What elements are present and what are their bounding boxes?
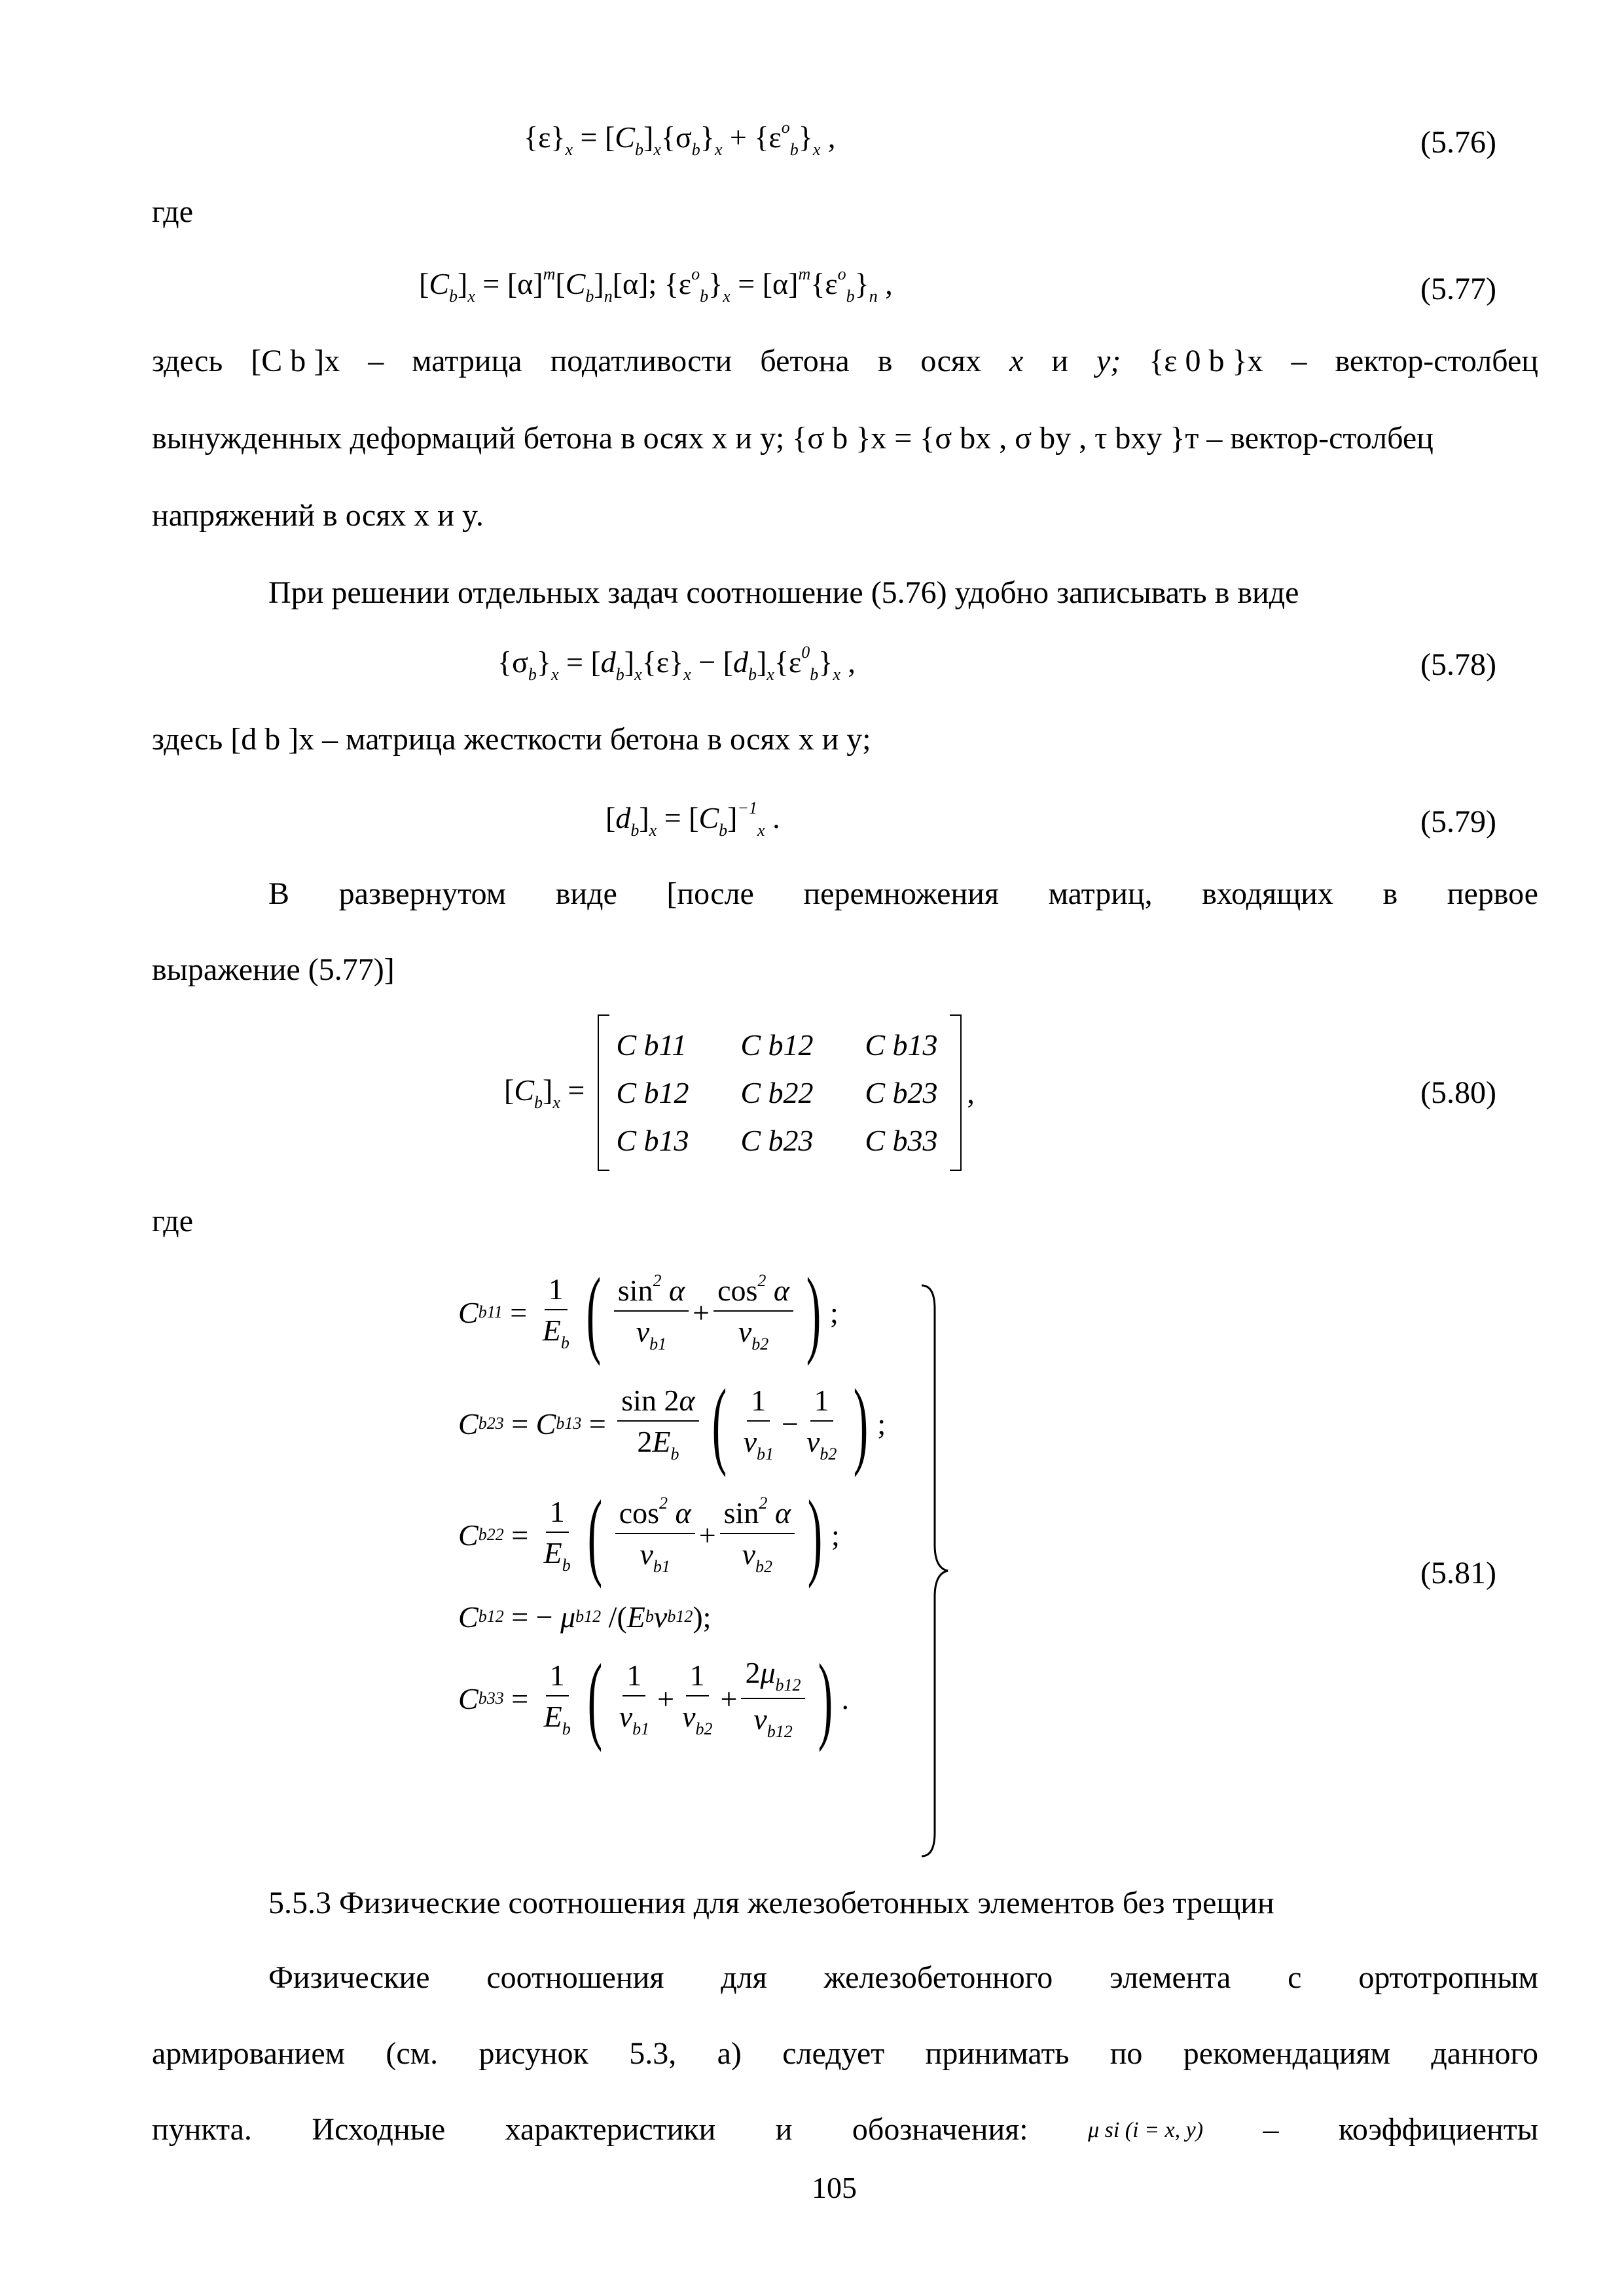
equation-5-80: $[C_b]_x$ = C b11 C b12 C b13 C b12 C b22 C b23 C b13 C b23 C b33 , <box>504 1014 975 1171</box>
matrix-cb: C b11 C b12 C b13 C b12 C b22 C b23 C b13 C b23 C b33 <box>598 1014 962 1171</box>
paragraph-line: выражение (5.77)] <box>152 952 395 987</box>
formula-cb23: C b23 = C b13 = $\frac{\sin 2\alpha}{2E_b}$ ( $\frac{1}{\nu_{b1}}$ − $\frac{1}{\nu_{b2}}$ ) ; <box>458 1369 886 1478</box>
paragraph-line: пункта. Исходные характеристики и обозначения: μ si (i = x, y) – коэффициенты <box>152 2112 1538 2147</box>
paragraph-line: здесь [C b ]x – матрица податливости бетона в осях x и y; {ε 0 b }x – вектор-столбец <box>152 344 1538 378</box>
eq-number-5-77: (5.77) <box>1420 272 1496 306</box>
equation-5-81 <box>458 1258 943 1753</box>
paragraph-line: напряжений в осях x и y. <box>152 498 484 533</box>
eq-number-5-81: (5.81) <box>1420 1556 1496 1590</box>
right-brace <box>916 1283 956 1859</box>
page-number: 105 <box>812 2171 857 2204</box>
paragraph-line: армированием (см. рисунок 5.3, а) следует принимать по рекомендациям данного <box>152 2036 1538 2071</box>
formula-cb11: C b11 = $\frac{1}{E_b}$ ( $\frac{\sin^2 \alpha}{\nu_{b1}}$ + $\frac{\cos^2 \alpha}{\nu_{b2}}$ ) ; <box>458 1258 839 1367</box>
formula-cb22: C b22 = $\frac{1}{E_b}$ ( $\frac{\cos^2 \alpha}{\nu_{b1}}$ + $\frac{\sin^2 \alpha}{\nu_{b2}}$ ) ; <box>458 1480 840 1589</box>
equation-5-76: $\{\varepsilon\}_x = [C_b]_x\{\sigma_b\}_x + \{\varepsilon^o_b\}_x$ , <box>524 118 836 159</box>
paragraph-line: вынужденных деформаций бетона в осях x и y; {σ b }x = {σ bx , σ by , τ bxy }т – вектор-столбец <box>152 421 1434 456</box>
eq-number-5-79: (5.79) <box>1420 804 1496 839</box>
paragraph-line: здесь [d b ]x – матрица жесткости бетона в осях x и y; <box>152 722 871 757</box>
paragraph-line: В развернутом виде [после перемножения матриц, входящих в первое <box>268 876 1538 911</box>
equation-5-77: $[C_b]_x = [\alpha]^m[C_b]_n[\alpha]$; $\{\varepsilon^o_b\}_x = [\alpha]^m\{\varepsilon^o_b\}_n$ , <box>419 264 893 306</box>
word-gde: где <box>152 1204 194 1238</box>
equation-5-78: $\{\sigma_b\}_x = [d_b]_x\{\varepsilon\}_x - [d_b]_x\{\varepsilon^0_b\}_x$ , <box>497 643 856 684</box>
eq-number-5-76: (5.76) <box>1420 125 1496 160</box>
eq-number-5-78: (5.78) <box>1420 647 1496 682</box>
equation-5-79: $[d_b]_x = [C_b]^{-1}_x$ . <box>605 798 780 840</box>
word-gde: где <box>152 194 194 229</box>
eq-number-5-80: (5.80) <box>1420 1075 1496 1110</box>
paragraph-line: При решении отдельных задач соотношение (5.76) удобно записывать в виде <box>268 575 1299 610</box>
formula-cb33: C b33 = $\frac{1}{E_b}$ ( $\frac{1}{\nu_{b1}}$ + $\frac{1}{\nu_{b2}}$ + $\frac{2\mu_{b12}}{\nu_{b12}}$ ) . <box>458 1644 849 1753</box>
paragraph-line: Физические соотношения для железобетонного элемента с ортотропным <box>268 1960 1538 1995</box>
formula-cb12: C b12 = − μ b12 /( E b ν b12 ); <box>458 1600 712 1634</box>
section-heading: 5.5.3 Физические соотношения для железобетонных элементов без трещин <box>268 1886 1274 1920</box>
